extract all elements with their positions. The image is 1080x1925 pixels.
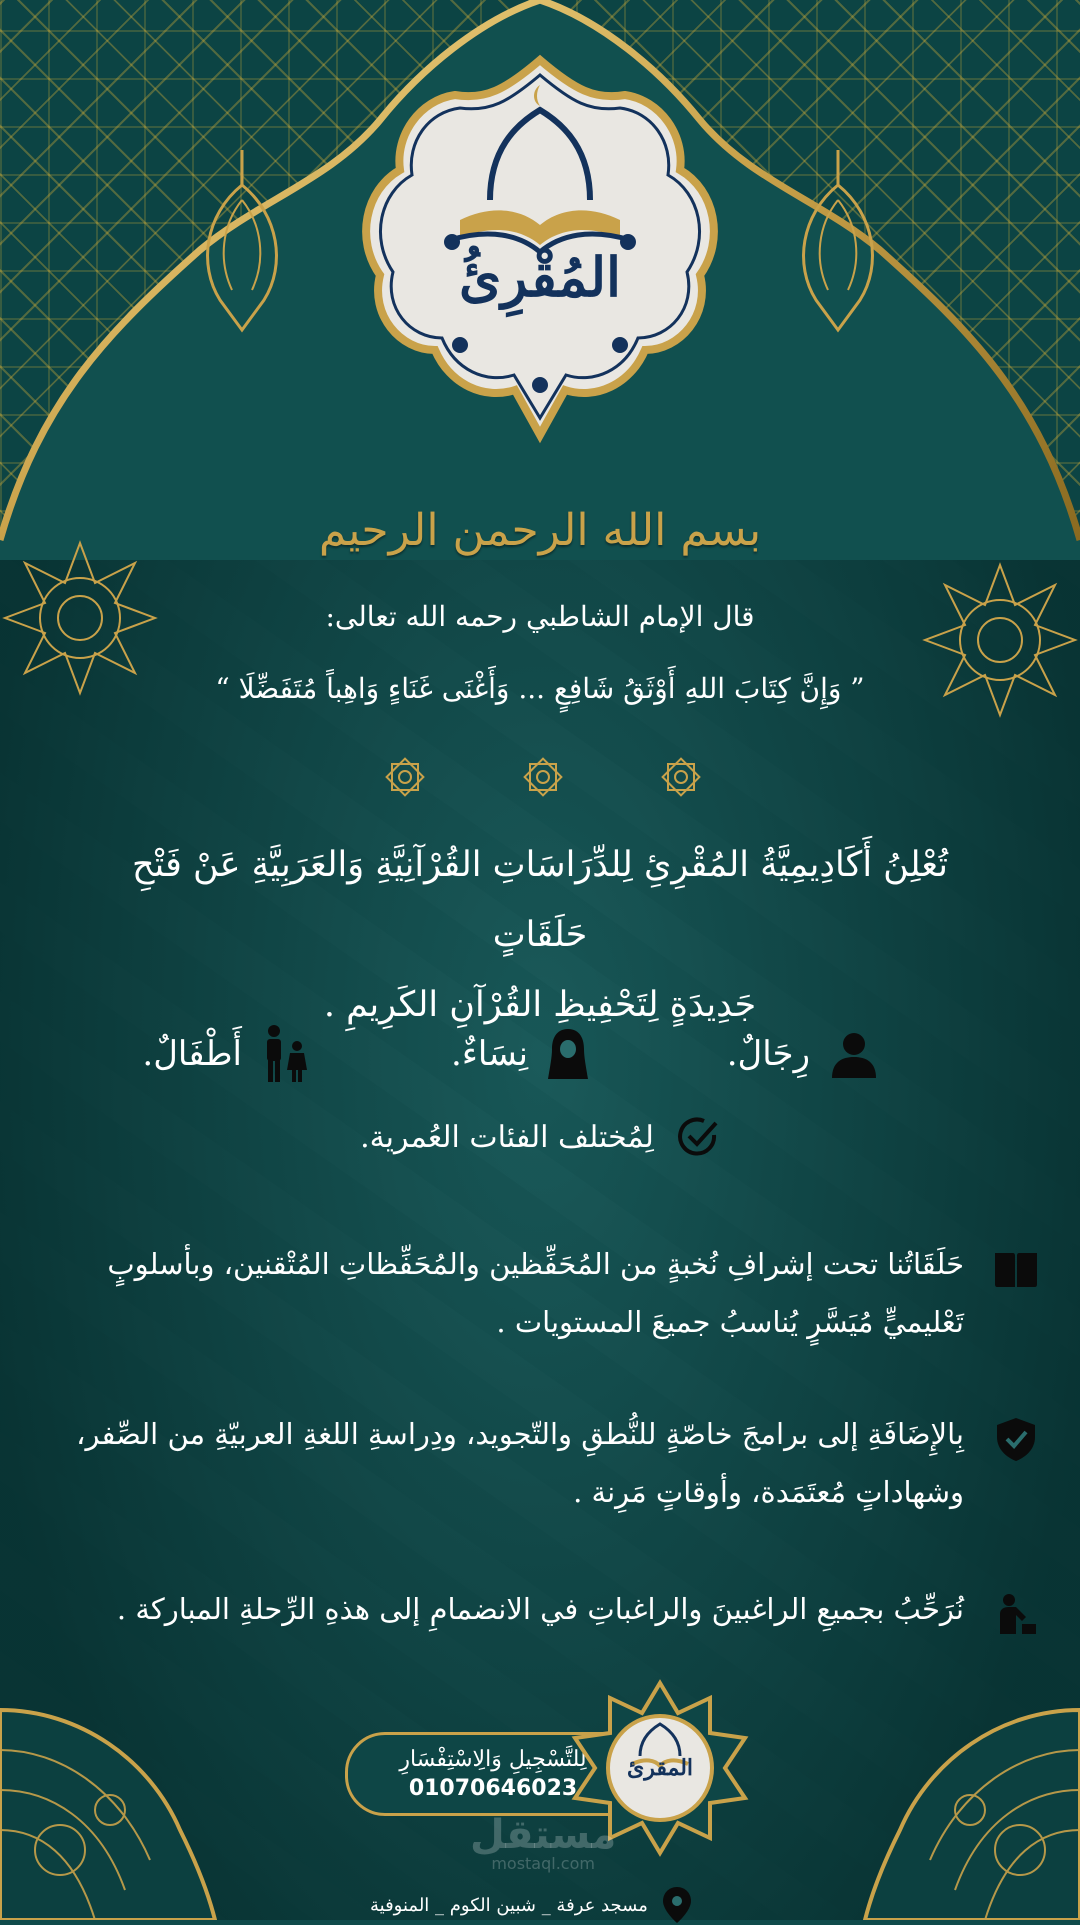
quote-verse: ” وَإِنَّ كِتَابَ اللهِ أَوْثَقُ شَافِعٍ ... وَأَغْنَى غَنَاءٍ وَاهِباً مُتَفَضِّلَا “ xyxy=(215,672,865,705)
watermark xyxy=(470,1812,617,1873)
feature-supervision-line-1: حَلَقَاتُنا تحت إشرافِ نُخبةٍ من المُحَفِّظين والمُحَفِّظاتِ المُتْقنين، وبأسلوبٍ xyxy=(107,1247,964,1281)
phone-number[interactable]: 01070646023 xyxy=(408,1776,578,1801)
category-men-label: رِجَالٌ. xyxy=(726,1034,810,1074)
footer-logo-text: المقرئ xyxy=(626,1755,694,1781)
logo-title: المُقْرِئُ xyxy=(458,245,622,309)
feature-welcome-line-1: نُرَحِّبُ بجميعِ الراغبينَ والراغباتِ في الانضمامِ إلى هذهِ الرِّحلةِ المباركة . xyxy=(116,1592,964,1626)
address-text: مسجد عرفة _ شبين الكوم _ المنوفية xyxy=(370,1894,648,1916)
quote-intro: قال الإمام الشاطبي رحمه الله تعالى: xyxy=(325,600,755,633)
category-children xyxy=(142,1022,310,1086)
feature-programs-line-1: بِالإِضَافَةِ إلى برامجَ خاصّةٍ للنُّطقِ والتّجويد، ودِراسةِ اللغةِ العربيّةِ من الصِّفر، xyxy=(76,1417,964,1451)
location-pin-icon xyxy=(660,1885,694,1925)
address xyxy=(370,1885,694,1925)
feature-welcome xyxy=(40,1580,1040,1638)
woman-icon xyxy=(546,1027,590,1081)
announcement-line-2: جَدِيدَةٍ لِتَحْفِيظِ القُرْآنِ الكَرِيمِ . xyxy=(323,985,757,1025)
watermark-text: مستقل xyxy=(470,1812,617,1858)
category-women xyxy=(451,1022,590,1086)
welcome-icon xyxy=(992,1590,1040,1638)
feature-programs-line-2: وشهاداتٍ مُعتَمَدة، وأوقاتٍ مَرِنة . xyxy=(573,1475,964,1509)
corner-ornament-left-icon xyxy=(0,1690,220,1920)
basmala: بسم الله الرحمن الرحيم xyxy=(318,505,762,556)
children-icon xyxy=(260,1024,310,1084)
book-icon xyxy=(992,1245,1040,1293)
category-children-label: أَطْفَالٌ. xyxy=(142,1034,242,1074)
age-groups-label: لِمُختلف الفئات العُمرية. xyxy=(360,1119,654,1155)
category-men xyxy=(727,1022,880,1086)
corner-ornament-right-icon xyxy=(860,1690,1080,1920)
announcement xyxy=(110,830,970,1040)
star-divider xyxy=(375,752,715,802)
announcement-line-1: تُعْلِنُ أَكَادِيمِيَّةُ المُقْرِئِ لِلدِّرَاسَاتِ القُرْآنِيَّةِ وَالعَرَبِيَّةِ عَنْ فَتْحِ حَلَقَاتٍ xyxy=(131,845,949,955)
register-label: لِلتَّسْجِيلِ وَالِاسْتِفْسَارِ xyxy=(399,1747,587,1772)
check-circle-icon xyxy=(676,1115,720,1159)
shield-check-icon xyxy=(992,1415,1040,1463)
feature-supervision-line-2: تَعْليميٍّ مُيَسَّرٍ يُناسبُ جميعَ المستويات . xyxy=(496,1305,964,1339)
feature-supervision xyxy=(40,1235,1040,1351)
watermark-sub: mostaql.com xyxy=(491,1854,595,1873)
feature-programs xyxy=(40,1405,1040,1521)
man-icon xyxy=(828,1028,880,1080)
age-groups xyxy=(0,1115,1080,1159)
category-women-label: نِسَاءٌ. xyxy=(451,1034,528,1074)
